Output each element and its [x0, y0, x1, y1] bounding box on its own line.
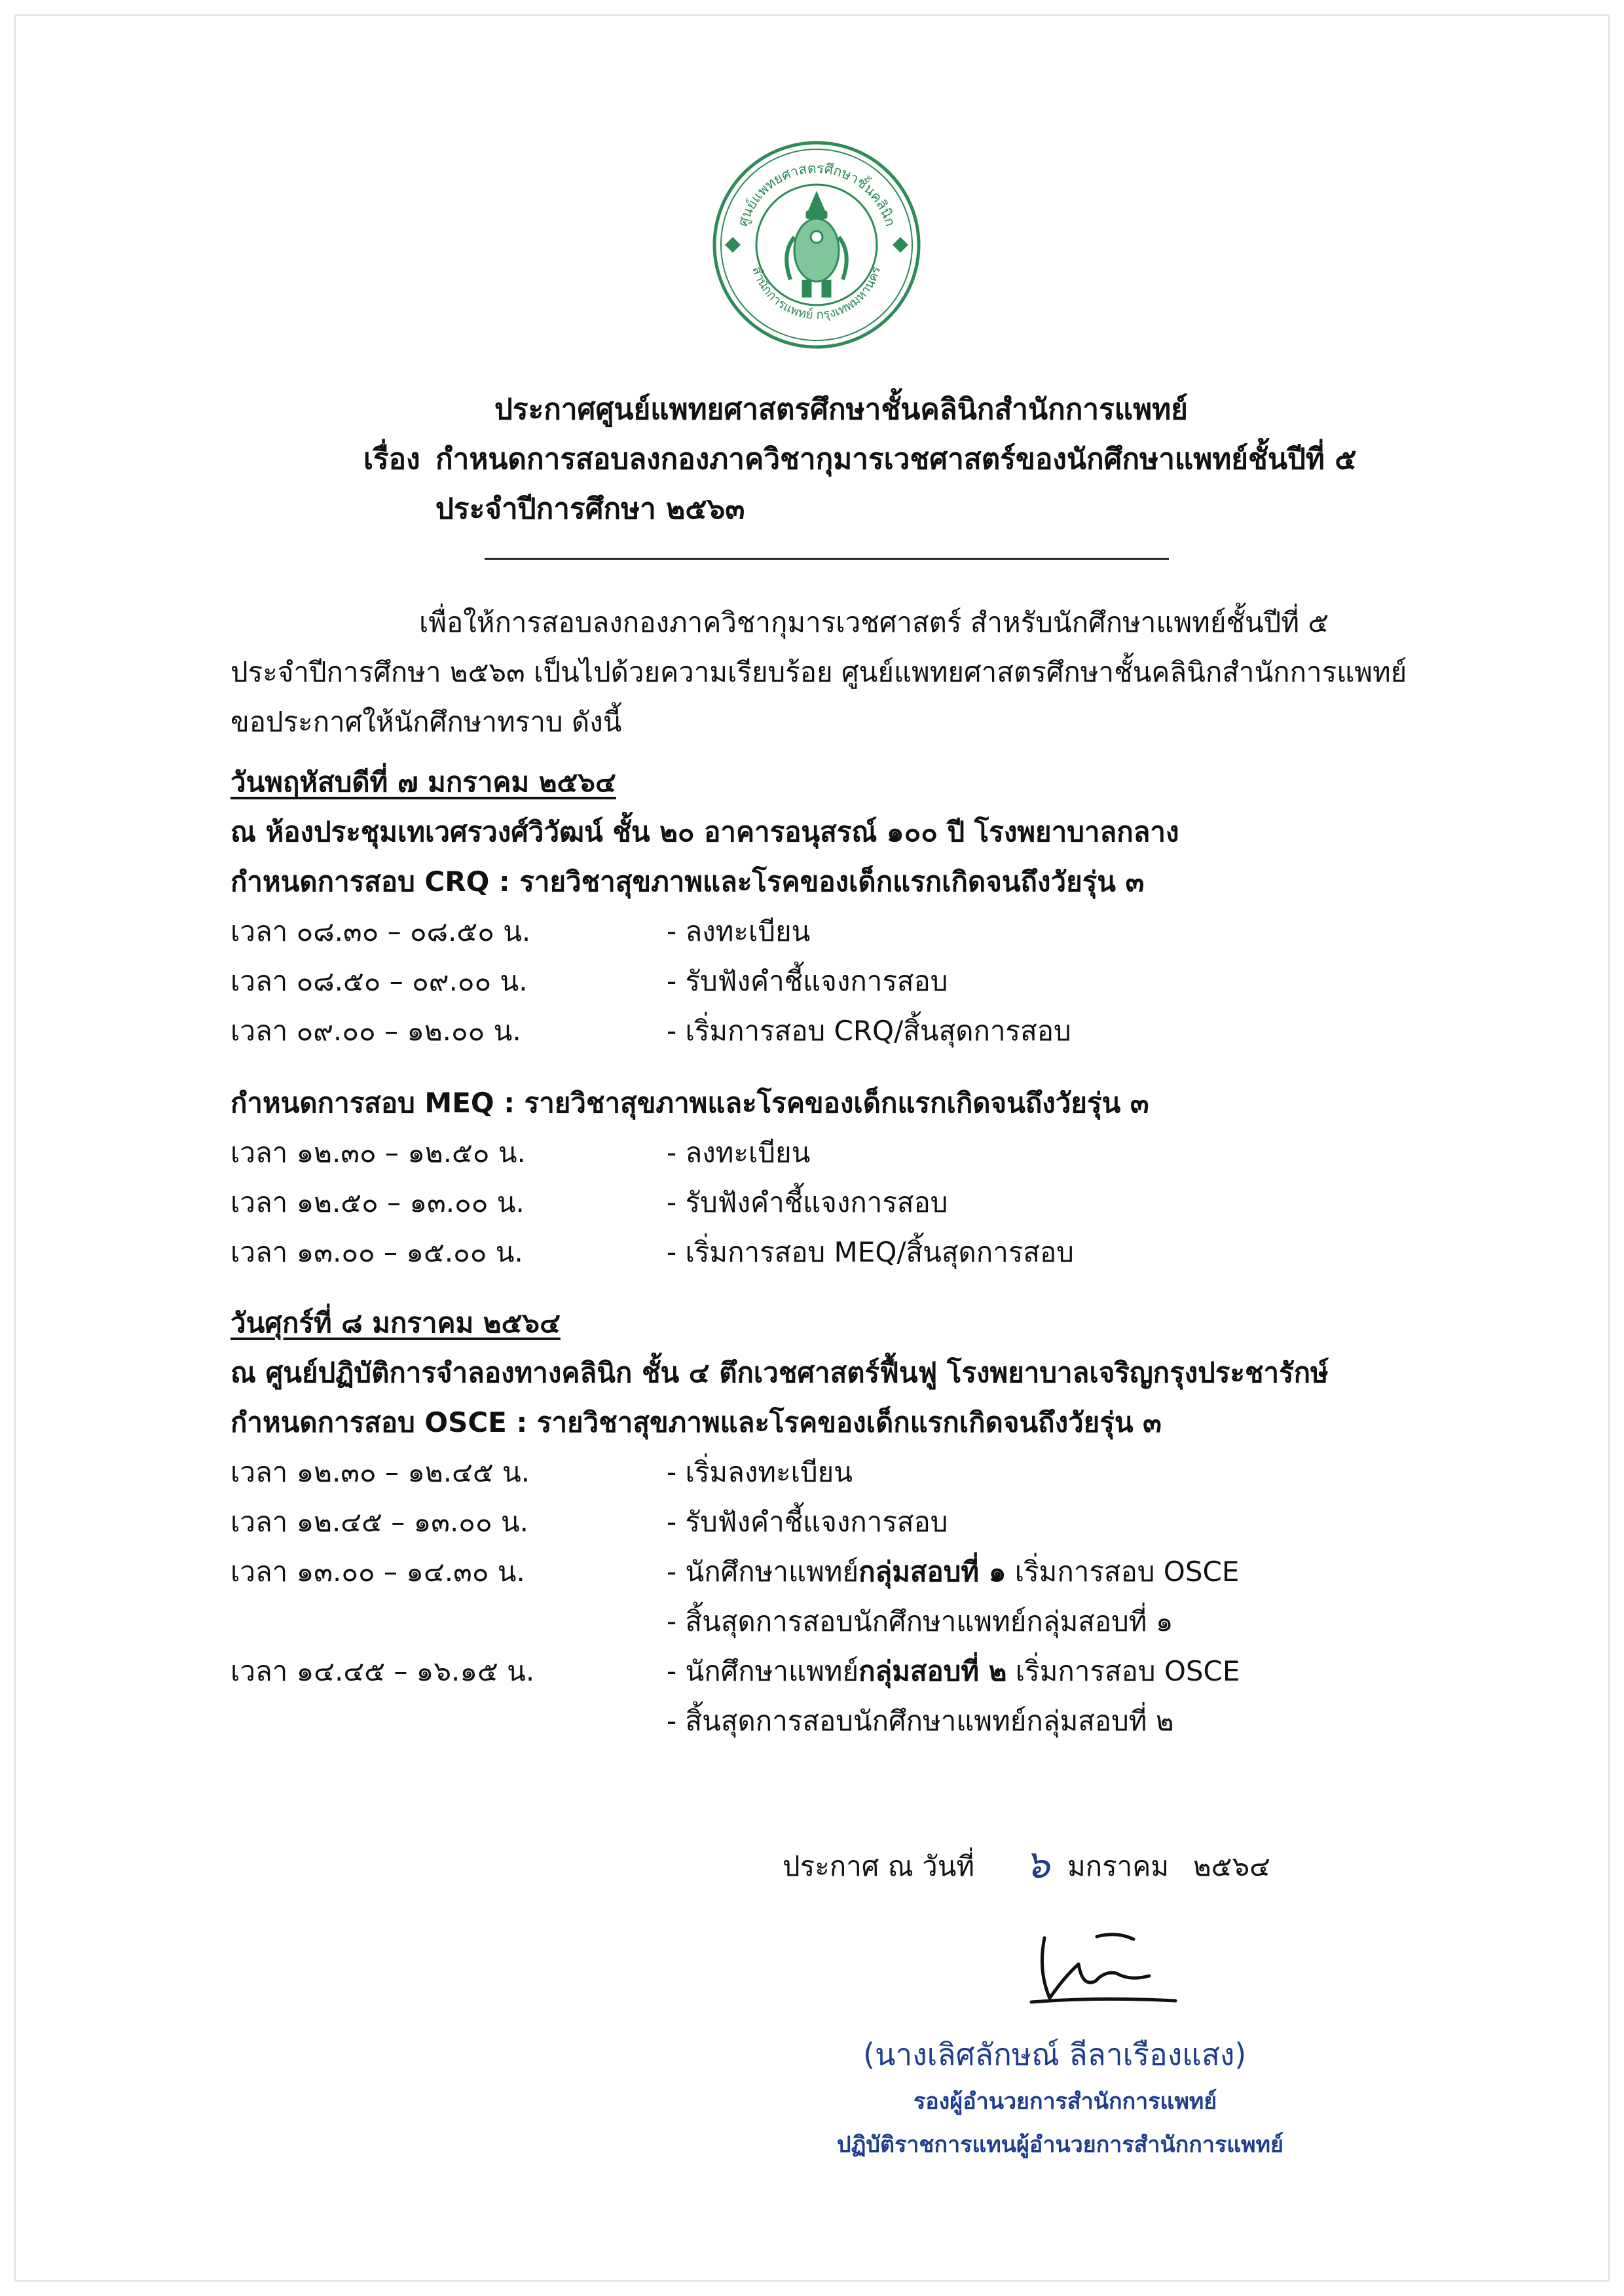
seal-bottom-text: สำนักการแพทย์ กรุงเทพมหานคร: [749, 264, 884, 323]
intro-line-2: ประจำปีการศึกษา ๒๕๖๓ เป็นไปด้วยความเรียบร้อย ศูนย์แพทยศาสตรศึกษาชั้นคลินิกสำนักการแพทย์: [231, 656, 1407, 688]
announcement-heading: ประกาศศูนย์แพทยศาสตรศึกษาชั้นคลินิกสำนักการแพทย์: [494, 393, 1188, 426]
day2-date: วันศุกร์ที่ ๘ มกราคม ๒๕๖๔: [231, 1307, 561, 1339]
osce-group2-time: เวลา ๑๔.๔๕ – ๑๖.๑๕ น.: [231, 1655, 535, 1687]
crq-title: กำหนดการสอบ CRQ : รายวิชาสุขภาพและโรคของเด็กแรกเกิดจนถึงวัยรุ่น ๓: [231, 866, 1145, 898]
day1-venue: ณ ห้องประชุมเทเวศรวงศ์วิวัฒน์ ชั้น ๒๐ อาคารอนุสรณ์ ๑๐๐ ปี โรงพยาบาลกลาง: [231, 816, 1179, 848]
crq-row-activity: - เริ่มการสอบ CRQ/สิ้นสุดการสอบ: [667, 1015, 1071, 1047]
osce-group2-activity: [667, 1650, 1240, 1693]
header-divider: [485, 558, 1169, 560]
signer-title-2: ปฏิบัติราชการแทนผู้อำนวยการสำนักการแพทย์: [837, 2132, 1283, 2158]
meq-row-time: เวลา ๑๒.๕๐ – ๑๓.๐๐ น.: [231, 1186, 525, 1218]
osce-group1-label: กลุ่มสอบที่ ๑: [858, 1556, 1006, 1588]
meq-row-activity: - เริ่มการสอบ MEQ/สิ้นสุดการสอบ: [667, 1236, 1074, 1268]
intro-line-1: เพื่อให้การสอบลงกองภาควิชากุมารเวชศาสตร์ สำหรับนักศึกษาแพทย์ชั้นปีที่ ๕: [419, 606, 1329, 638]
meq-title: กำหนดการสอบ MEQ : รายวิชาสุขภาพและโรคของเด็กแรกเกิดจนถึงวัยรุ่น ๓: [231, 1087, 1149, 1119]
signer-name: (นางเลิศลักษณ์ ลีลาเรืองแสง): [863, 2037, 1247, 2072]
crq-row-activity: - รับฟังคำชี้แจงการสอบ: [667, 965, 948, 997]
signer-title-1: รองผู้อำนวยการสำนักการแพทย์: [913, 2088, 1217, 2115]
meq-row-time: เวลา ๑๒.๓๐ – ๑๒.๕๐ น.: [231, 1137, 526, 1169]
day1-date: วันพฤหัสบดีที่ ๗ มกราคม ๒๕๖๔: [231, 766, 616, 798]
handwritten-signature-icon: [1018, 1925, 1189, 2016]
announce-date-prefix: ประกาศ ณ วันที่: [783, 1850, 975, 1882]
osce-group2-label: กลุ่มสอบที่ ๒: [858, 1655, 1007, 1687]
osce-title: กำหนดการสอบ OSCE : รายวิชาสุขภาพและโรคของเด็กแรกเกิดจนถึงวัยรุ่น ๓: [231, 1406, 1162, 1438]
osce-group1-pre: - นักศึกษาแพทย์: [667, 1556, 859, 1588]
osce-group1-end: - สิ้นสุดการสอบนักศึกษาแพทย์กลุ่มสอบที่ ๑: [667, 1605, 1173, 1637]
subject-text: กำหนดการสอบลงกองภาควิชากุมารเวชศาสตร์ของนักศึกษาแพทย์ชั้นปีที่ ๕: [435, 443, 1357, 476]
meq-row-activity: - รับฟังคำชี้แจงการสอบ: [667, 1186, 948, 1218]
announce-date-day: ๖: [1025, 1842, 1050, 1887]
osce-group2-pre: - นักศึกษาแพทย์: [667, 1655, 859, 1687]
crq-row-time: เวลา ๐๙.๐๐ – ๑๒.๐๐ น.: [231, 1015, 521, 1047]
subject-academic-year: ประจำปีการศึกษา ๒๕๖๓: [435, 492, 745, 526]
osce-row-activity: - เริ่มลงทะเบียน: [667, 1456, 853, 1488]
osce-group1-post: เริ่มการสอบ OSCE: [1006, 1556, 1240, 1588]
announce-date-month: มกราคม: [1067, 1850, 1170, 1882]
seal-logo-icon: [710, 139, 923, 352]
meq-row-time: เวลา ๑๓.๐๐ – ๑๕.๐๐ น.: [231, 1236, 523, 1268]
intro-line-3: ขอประกาศให้นักศึกษาทราบ ดังนี้: [231, 706, 622, 738]
crq-row-activity: - ลงทะเบียน: [667, 915, 811, 947]
osce-row-time: เวลา ๑๒.๔๕ – ๑๓.๐๐ น.: [231, 1506, 528, 1538]
meq-row-activity: - ลงทะเบียน: [667, 1137, 811, 1169]
osce-group2-post: เริ่มการสอบ OSCE: [1006, 1655, 1240, 1687]
seal-top-text: ศูนย์แพทยศาสตรศึกษาชั้นคลินิก: [735, 160, 898, 228]
crq-row-time: เวลา ๐๘.๓๐ – ๐๘.๕๐ น.: [231, 915, 531, 947]
osce-row-time: เวลา ๑๒.๓๐ – ๑๒.๔๕ น.: [231, 1456, 530, 1488]
subject-label: เรื่อง: [363, 443, 420, 476]
day2-venue: ณ ศูนย์ปฏิบัติการจำลองทางคลินิก ชั้น ๔ ตึกเวชศาสตร์ฟื้นฟู โรงพยาบาลเจริญกรุงประชารักษ์: [231, 1357, 1329, 1389]
osce-group1-time: เวลา ๑๓.๐๐ – ๑๔.๓๐ น.: [231, 1556, 525, 1588]
osce-group1-activity: [667, 1550, 1239, 1594]
osce-group2-end: - สิ้นสุดการสอบนักศึกษาแพทย์กลุ่มสอบที่ ๒: [667, 1705, 1174, 1737]
osce-row-activity: - รับฟังคำชี้แจงการสอบ: [667, 1506, 948, 1538]
announce-date-year: ๒๕๖๔: [1193, 1850, 1270, 1882]
crq-row-time: เวลา ๐๘.๕๐ – ๐๙.๐๐ น.: [231, 965, 528, 997]
